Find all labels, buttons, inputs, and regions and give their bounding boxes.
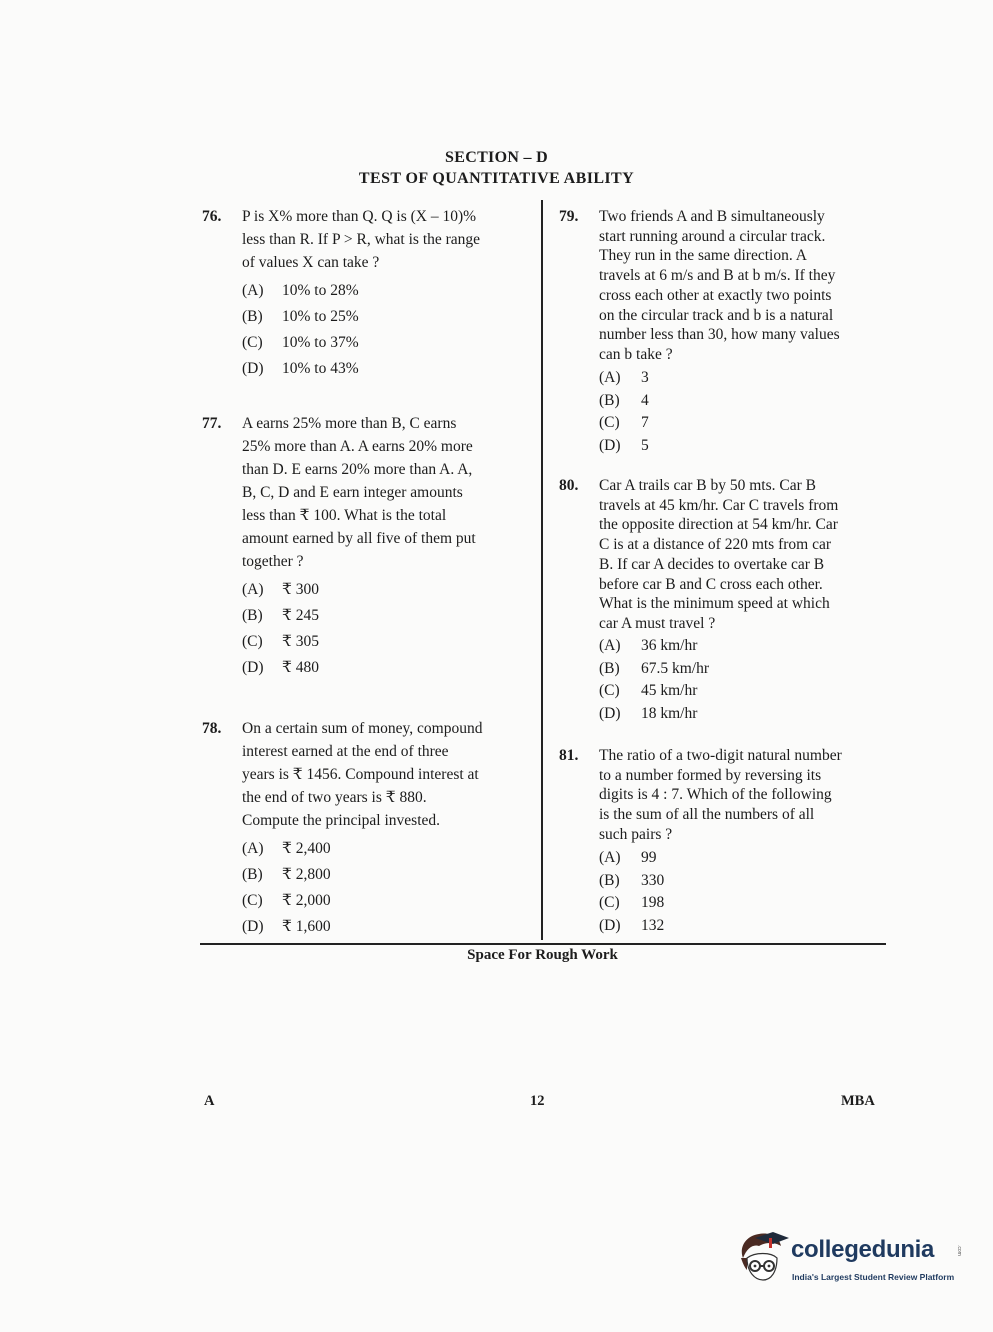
question-number: 77.: [202, 415, 222, 432]
option-d[interactable]: (D) 132: [599, 917, 665, 934]
question-text-line: to a number formed by reversing its: [599, 766, 822, 784]
question-text-line: Car A trails car B by 50 mts. Car B: [599, 477, 816, 494]
question-text-line: than D. E earns 20% more than A. A,: [242, 461, 473, 478]
question-text-line: number less than 30, how many values: [599, 326, 840, 344]
question-77: [202, 412, 522, 682]
question-text-line: less than ₹ 100. What is the total: [242, 507, 447, 524]
question-text-line: such pairs ?: [599, 825, 673, 843]
logo-tagline: India's Largest Student Review Platform: [792, 1272, 955, 1282]
question-text-line: P is X% more than Q. Q is (X – 10)%: [242, 208, 477, 225]
graduate-face-icon: [735, 1228, 791, 1288]
option-b[interactable]: (B) 10% to 25%: [242, 308, 359, 325]
question-text-line: car A must travel ?: [599, 614, 716, 632]
option-a[interactable]: (A) ₹ 2,400: [242, 840, 331, 857]
option-c[interactable]: (C) 45 km/hr: [599, 682, 698, 699]
question-text-line: travels at 45 km/hr. Car C travels from: [599, 496, 839, 514]
option-b[interactable]: (B) 330: [599, 872, 665, 889]
option-a[interactable]: (A) 36 km/hr: [599, 637, 698, 654]
option-d[interactable]: (D) ₹ 480: [242, 659, 319, 676]
question-number: 76.: [202, 208, 222, 225]
question-text-line: amount earned by all five of them put: [242, 530, 476, 547]
option-c[interactable]: (C) ₹ 2,000: [242, 892, 331, 909]
option-b[interactable]: (B) 4: [599, 392, 649, 409]
question-text-line: on the circular track and b is a natural: [599, 306, 834, 324]
option-c[interactable]: (C) ₹ 305: [242, 633, 319, 650]
footer-page-number: 12: [530, 1093, 545, 1109]
question-text-line: is the sum of all the numbers of all: [599, 806, 815, 824]
question-text-line: They run in the same direction. A: [599, 247, 807, 265]
question-text-line: A earns 25% more than B, C earns: [242, 415, 457, 432]
option-c[interactable]: (C) 7: [599, 414, 649, 431]
question-text-line: What is the minimum speed at which: [599, 595, 830, 613]
question-text-line: interest earned at the end of three: [242, 743, 449, 760]
question-76: [202, 205, 522, 385]
question-80: [559, 476, 879, 726]
question-number: 78.: [202, 720, 222, 737]
option-d[interactable]: (D) 5: [599, 437, 649, 454]
logo-domain-suffix: .com: [956, 1245, 962, 1256]
question-text-line: the opposite direction at 54 km/hr. Car: [599, 516, 838, 534]
option-c[interactable]: (C) 198: [599, 894, 665, 911]
bottom-rule: [200, 943, 886, 945]
section-subtitle: TEST OF QUANTITATIVE ABILITY: [358, 170, 635, 187]
option-c[interactable]: (C) 10% to 37%: [242, 334, 359, 351]
option-b[interactable]: (B) 67.5 km/hr: [599, 660, 710, 677]
question-text-line: Two friends A and B simultaneously: [599, 208, 825, 225]
question-81: [559, 746, 879, 941]
rough-work-label: Space For Rough Work: [467, 947, 618, 963]
question-text-line: of values X can take ?: [242, 254, 380, 271]
option-b[interactable]: (B) ₹ 2,800: [242, 866, 331, 883]
question-text-line: 25% more than A. A earns 20% more: [242, 438, 473, 455]
column-divider: [541, 200, 543, 940]
section-title: SECTION – D: [445, 149, 548, 166]
collegedunia-logo[interactable]: [735, 1228, 965, 1288]
question-text-line: On a certain sum of money, compound: [242, 720, 483, 737]
question-text-line: Compute the principal invested.: [242, 812, 441, 829]
question-text-line: The ratio of a two-digit natural number: [599, 747, 842, 764]
question-text-line: before car B and C cross each other.: [599, 575, 823, 593]
option-a[interactable]: (A) 3: [599, 369, 649, 386]
option-a[interactable]: (A) 10% to 28%: [242, 282, 359, 299]
question-text-line: start running around a circular track.: [599, 227, 826, 245]
option-d[interactable]: (D) ₹ 1,600: [242, 918, 331, 935]
option-d[interactable]: (D) 10% to 43%: [242, 360, 359, 377]
question-number: 79.: [559, 208, 579, 225]
question-text-line: together ?: [242, 553, 304, 570]
footer-booklet-code: A: [204, 1093, 215, 1109]
question-text-line: the end of two years is ₹ 880.: [242, 789, 427, 806]
option-b[interactable]: (B) ₹ 245: [242, 607, 319, 624]
question-text-line: C is at a distance of 220 mts from car: [599, 536, 832, 554]
question-79: [559, 207, 879, 457]
question-text-line: B. If car A decides to overtake car B: [599, 555, 825, 573]
question-text-line: B, C, D and E earn integer amounts: [242, 484, 463, 501]
question-number: 81.: [559, 747, 579, 764]
question-text-line: travels at 6 m/s and B at b m/s. If they: [599, 267, 836, 285]
option-a[interactable]: (A) ₹ 300: [242, 581, 319, 598]
question-text-line: can b take ?: [599, 345, 673, 363]
footer-exam-name: MBA: [841, 1093, 875, 1109]
option-a[interactable]: (A) 99: [599, 849, 657, 866]
question-text-line: cross each other at exactly two points: [599, 286, 832, 304]
question-text-line: digits is 4 : 7. Which of the following: [599, 786, 832, 804]
option-d[interactable]: (D) 18 km/hr: [599, 705, 698, 722]
question-text-line: years is ₹ 1456. Compound interest at: [242, 766, 479, 783]
question-number: 80.: [559, 477, 579, 494]
question-text-line: less than R. If P > R, what is the range: [242, 231, 481, 248]
question-78: [202, 717, 522, 942]
logo-wordmark: collegedunia: [791, 1236, 935, 1263]
